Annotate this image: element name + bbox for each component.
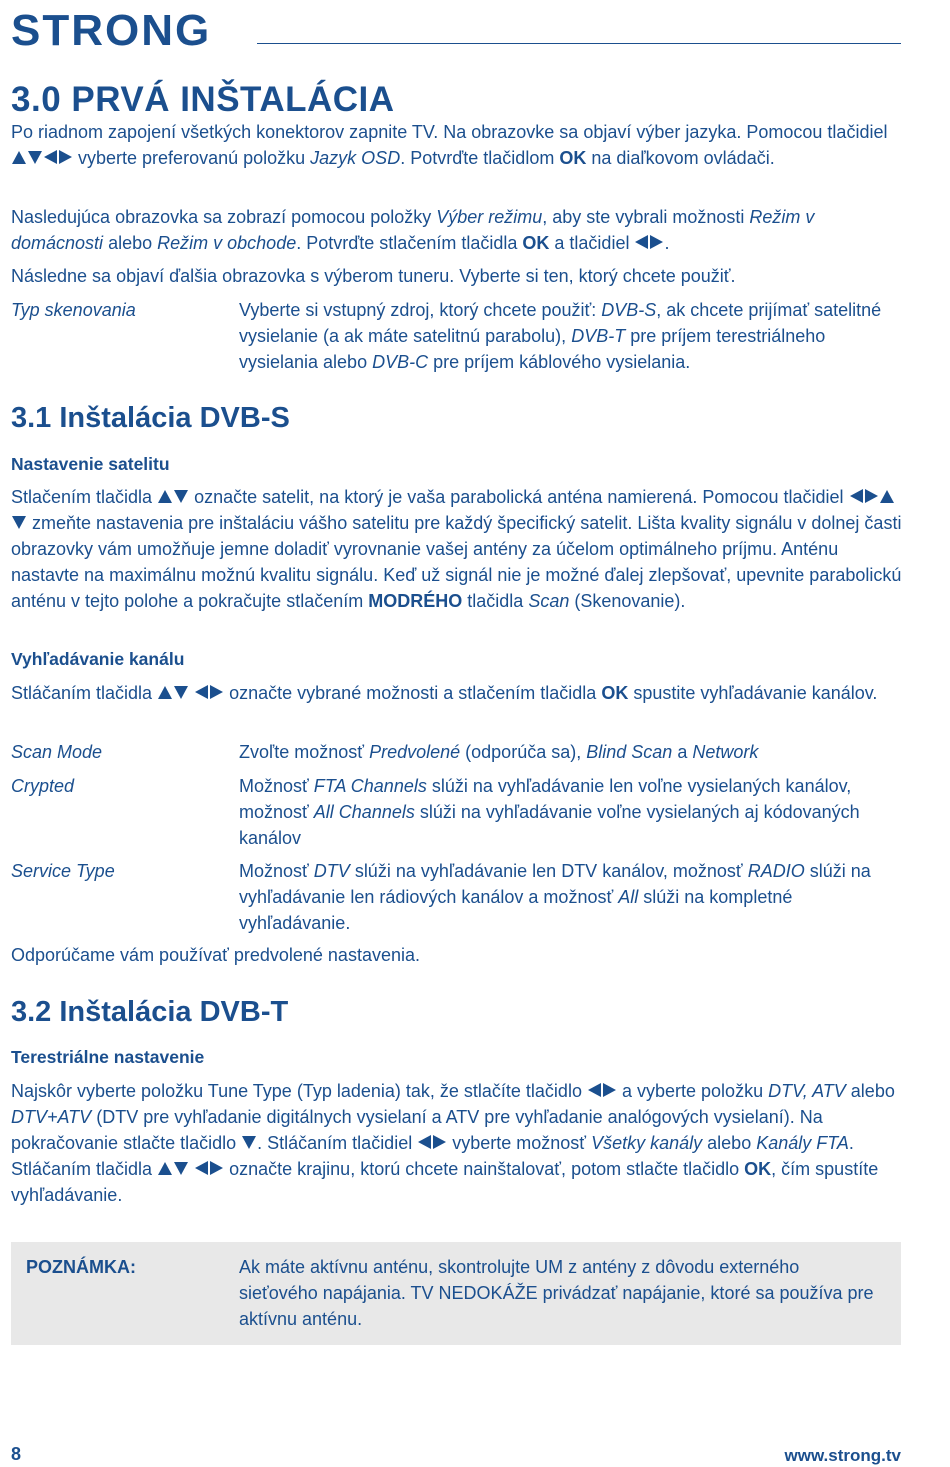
arrow-left-icon [418,1135,431,1149]
arrow-right-icon [865,489,878,503]
term-description: Možnosť DTV slúži na vyhľadávanie len DTV kanálov, možnosť RADIO slúži na vyhľadávanie len rádiových kanálov a možnosť All slúži na kompletné vyhľadávanie. [239,861,871,933]
arrow-up-icon [158,686,172,699]
paragraph-satellite: Stlačením tlačidla označte satelit, na ktorý je vaša parabolická anténa namierená. Pomocou tlačidiel zmeňte nastavenia pre inštaláciu vášho satelitu pre každý špecifický satelit. Lišta kvality signálu v dolnej časti obrazovky vám umožňuje jemne doladiť vyrovnanie vašej antény za účelom optimálneho príjmu. Anténu nastavte na maximálnu možnú kvalitu signálu. Keď už signál nie je možné ďalej zlepšovať, upevnite parabolickú anténu v tejto polohe a pokračujte stlačením MODRÉHO tlačidla Scan (Skenovanie). [11,487,902,611]
arrow-left-icon [195,1161,208,1175]
arrow-left-icon [635,235,648,249]
subheading-channel-search: Vyhľadávanie kanálu [11,649,185,669]
paragraph-channel-search: Stláčaním tlačidla označte vybrané možnosti a stlačením tlačidla OK spustite vyhľadávanie kanálov. [11,683,878,703]
term-label: Scan Mode [11,742,103,762]
arrow-right-icon [210,1161,223,1175]
paragraph-tuner: Následne sa objaví ďalšia obrazovka s výberom tuneru. Vyberte si ten, ktorý chcete použiť. [11,266,736,286]
arrow-down-icon [174,686,188,699]
arrow-up-icon [880,490,894,503]
arrow-right-icon [433,1135,446,1149]
note-box [11,1242,901,1345]
note-title: POZNÁMKA: [26,1257,136,1277]
arrow-left-icon [850,489,863,503]
arrow-right-icon [59,150,72,164]
term-description: Zvoľte možnosť Predvolené (odporúča sa), Blind Scan a Network [239,742,759,762]
arrow-left-icon [44,150,57,164]
section-title-3-1: 3.1 Inštalácia DVB-S [11,402,290,434]
arrow-up-icon [158,490,172,503]
logo-text: STRONG [11,8,212,50]
term-description: Možnosť FTA Channels slúži na vyhľadávanie len voľne vysielaných kanálov, možnosť All Channels slúži na vyhľadávanie voľne vysielaných aj kódovaných kanálov [239,776,860,848]
arrow-left-icon [588,1083,601,1097]
subheading-satellite: Nastavenie satelitu [11,454,170,474]
definition-scan-type [11,297,906,377]
term-label: Service Type [11,861,115,881]
definition-crypted [11,773,906,851]
page-number: 8 [11,1444,22,1464]
paragraph-terrestrial: Najskôr vyberte položku Tune Type (Typ ladenia) tak, že stlačíte tlačidlo a vyberte položku DTV, ATV alebo DTV+ATV (DTV pre vyhľadanie digitálnych vysielaní a ATV pre vyhľadanie analógových vysielaní). Na pokračovanie stlačte tlačidlo . Stláčaním tlačidiel vyberte možnosť Všetky kanály alebo Kanály FTA. Stláčaním tlačidla označte krajinu, ktorú chcete nainštalovať, potom stlačte tlačidlo OK, čím spustíte vyhľadávanie. [11,1081,895,1205]
arrow-down-icon [28,151,42,164]
note-text: Ak máte aktívnu anténu, skontrolujte UM z antény z dôvodu externého sieťového napájania. TV NEDOKÁŽE privádzať napájanie, ktoré sa používa pre aktívnu anténu. [239,1257,874,1329]
definition-scan-mode [11,739,906,765]
arrow-down-icon [174,1162,188,1175]
strong-logo [11,8,215,50]
footer-url: www.strong.tv [784,1446,901,1465]
arrow-right-icon [650,235,663,249]
paragraph-mode: Nasledujúca obrazovka sa zobrazí pomocou položky Výber režimu, aby ste vybrali možnosti Režim v domácnosti alebo Režim v obchode. Potvrďte stlačením tlačidla OK a tlačidiel . [11,207,815,253]
term-label: Typ skenovania [11,300,136,320]
paragraph-language: Po riadnom zapojení všetkých konektorov zapnite TV. Na obrazovke sa objaví výber jazyka. Pomocou tlačidiel vyberte preferovanú položku Jazyk OSD. Potvrďte tlačidlom OK na diaľkovom ovládači. [11,122,888,168]
arrow-right-icon [603,1083,616,1097]
term-description: Vyberte si vstupný zdroj, ktorý chcete použiť: DVB-S, ak chcete prijímať satelitné vysielanie (a ak máte satelitnú parabolu), DVB-T pre príjem terestriálneho vysielania alebo DVB-C pre príjem káblového vysielania. [239,300,882,372]
arrow-left-icon [195,685,208,699]
arrow-down-icon [242,1136,256,1149]
header-rule [257,43,901,44]
definition-service-type [11,858,906,936]
arrow-up-icon [12,151,26,164]
arrow-up-icon [158,1162,172,1175]
arrow-right-icon [210,685,223,699]
arrow-down-icon [174,490,188,503]
section-title-3-2: 3.2 Inštalácia DVB-T [11,996,289,1028]
arrow-down-icon [12,516,26,529]
subheading-terrestrial: Terestriálne nastavenie [11,1047,205,1067]
paragraph-recommendation: Odporúčame vám používať predvolené nastavenia. [11,945,420,965]
section-title-3-0: 3.0 PRVÁ INŠTALÁCIA [11,80,395,119]
term-label: Crypted [11,776,75,796]
